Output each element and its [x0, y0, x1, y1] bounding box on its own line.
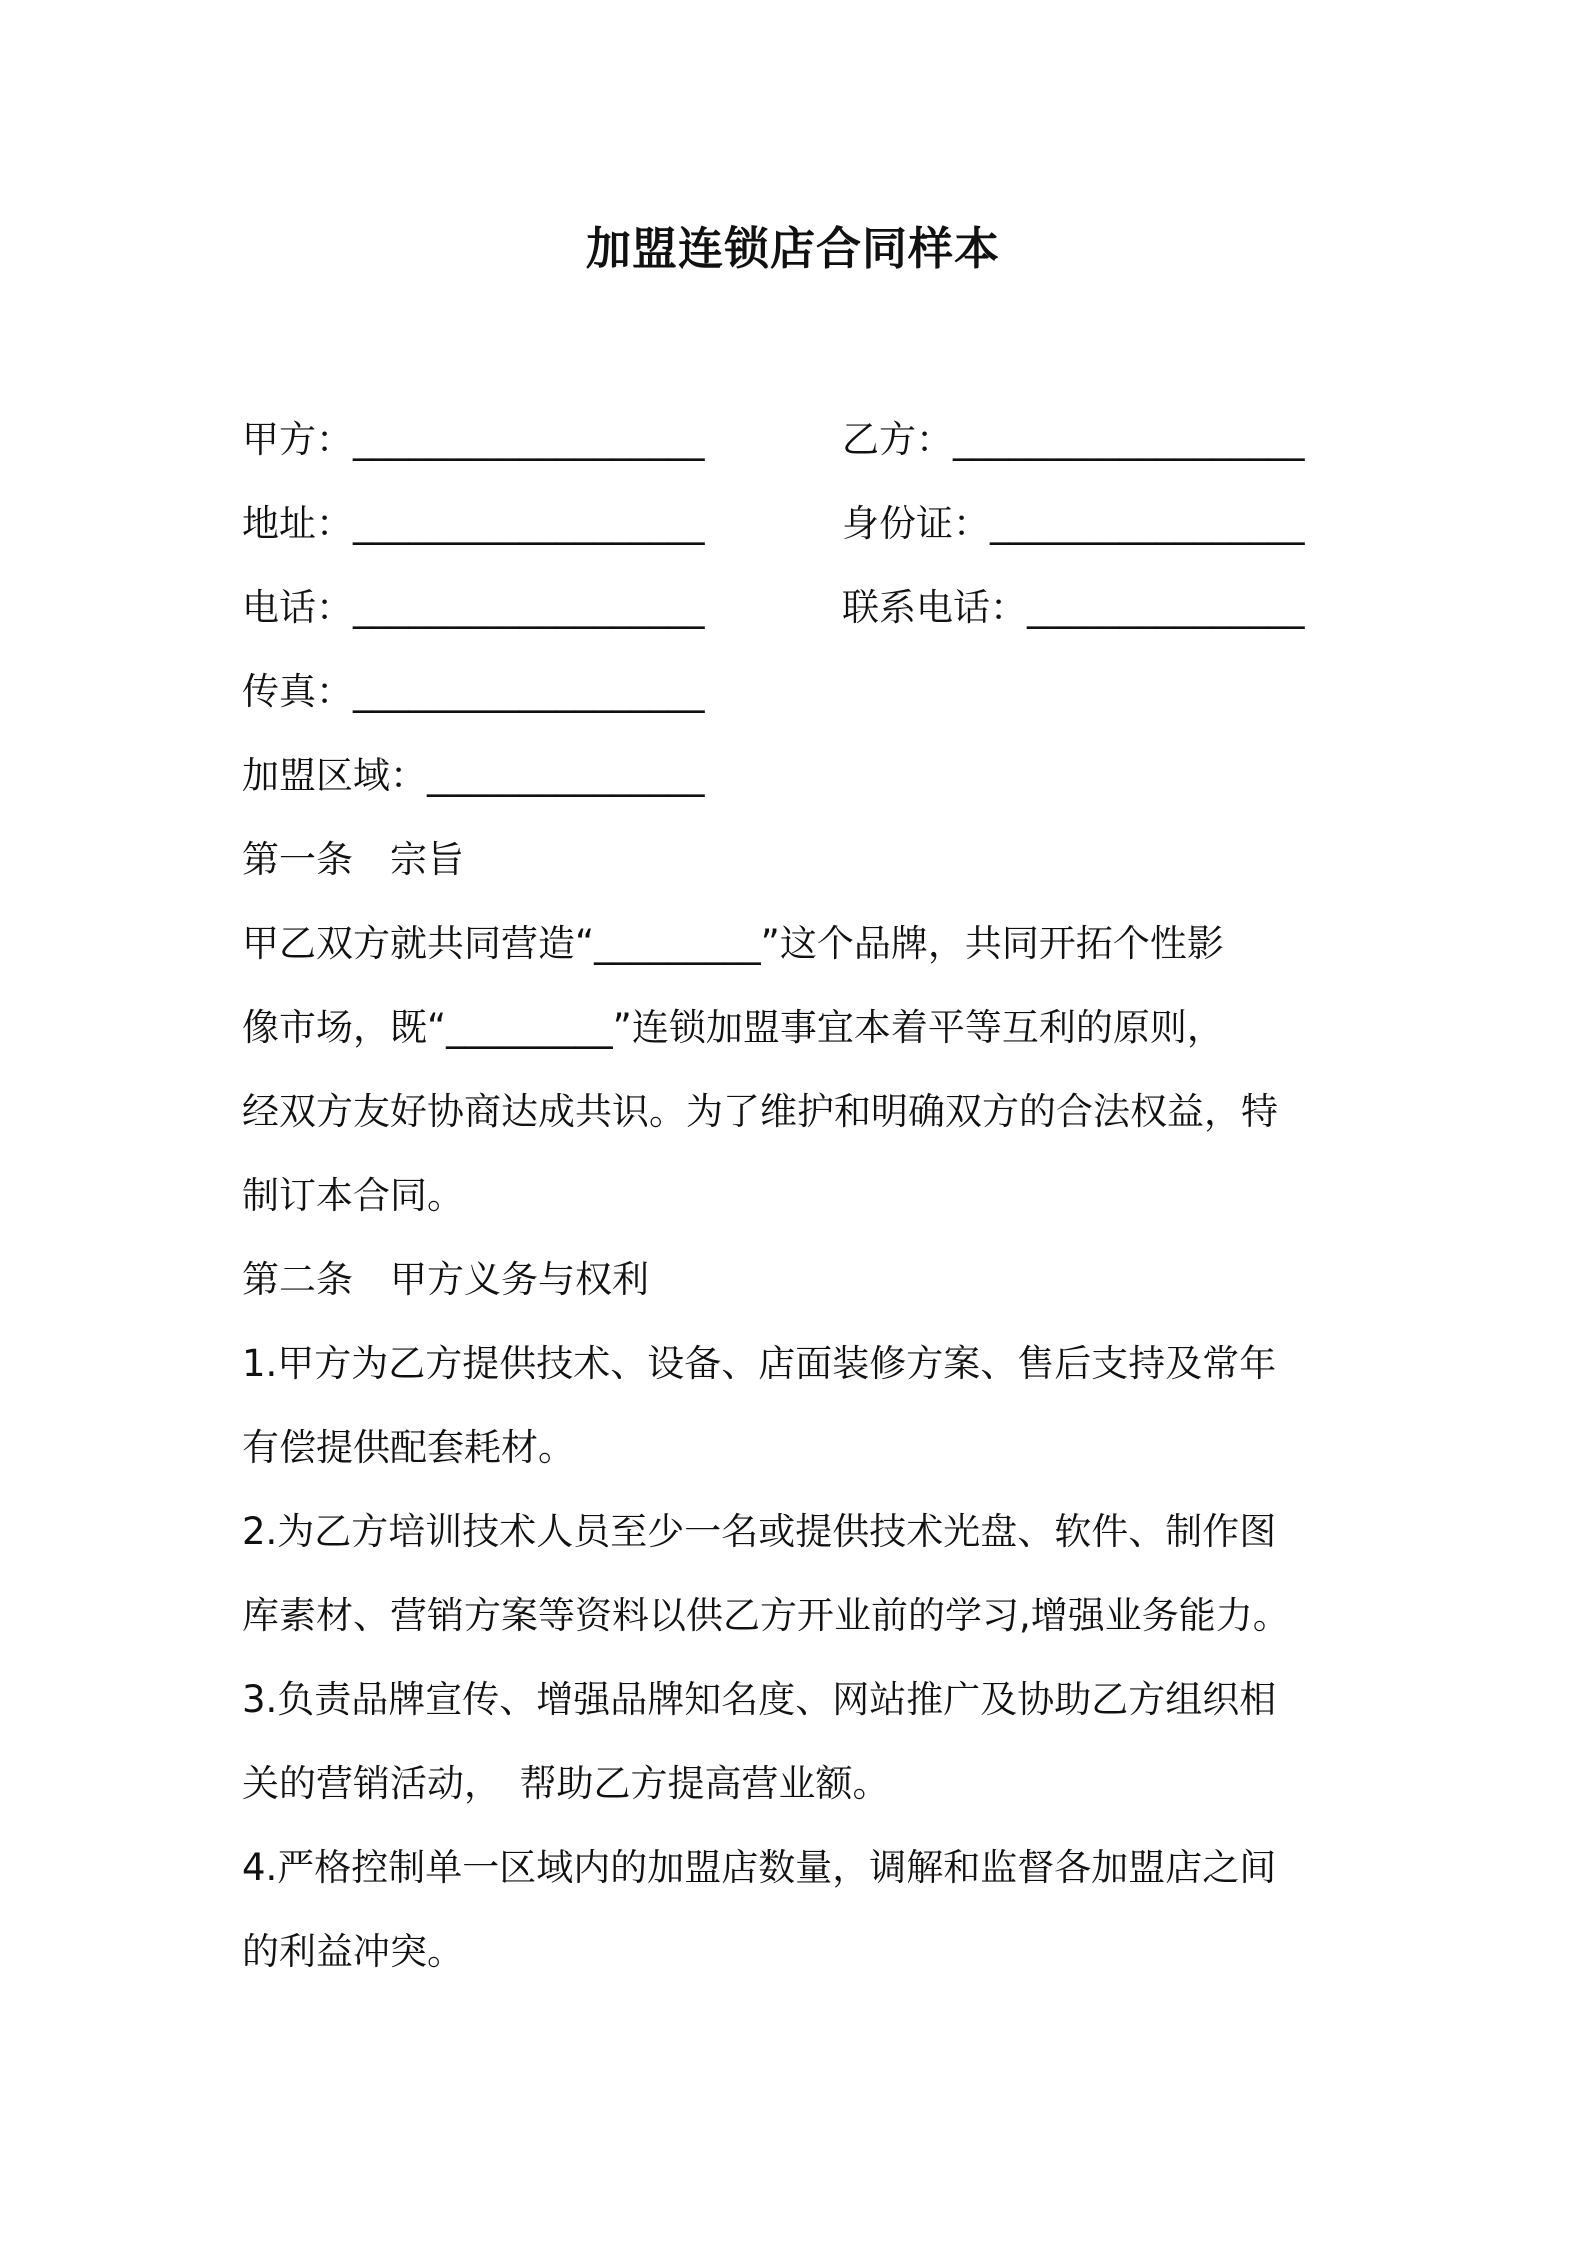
- article2-line: 库素材、营销方案等资料以供乙方开业前的学习,增强业务能力。: [242, 1594, 1290, 1637]
- article1-line: 经双方友好协商达成共识。为了维护和明确双方的合法权益，特: [242, 1090, 1278, 1133]
- field-id-card: 身份证：_________________: [842, 502, 1305, 545]
- field-contact-phone: 联系电话：_______________: [842, 586, 1305, 629]
- field-phone: 电话：___________________: [242, 586, 705, 629]
- article2-body: [242, 1338, 1352, 2010]
- article1-heading: 第一条 宗旨: [242, 838, 464, 881]
- article2-line: 的利益冲突。: [242, 1930, 464, 1973]
- field-region: 加盟区域：_______________: [242, 754, 705, 797]
- article1-body: [242, 918, 1352, 1254]
- document-title: 加盟连锁店合同样本: [585, 222, 1000, 275]
- field-party-a: 甲方：___________________: [242, 418, 705, 461]
- article2-line: 2.为乙方培训技术人员至少一名或提供技术光盘、软件、制作图: [242, 1510, 1277, 1553]
- article2-heading: 第二条 甲方义务与权利: [242, 1258, 649, 1301]
- article2-line: 4.严格控制单一区域内的加盟店数量，调解和监督各加盟店之间: [242, 1846, 1277, 1889]
- article2-line: 有偿提供配套耗材。: [242, 1426, 575, 1469]
- article2-line: 3.负责品牌宣传、增强品牌知名度、网站推广及协助乙方组织相: [242, 1678, 1277, 1721]
- article2-line: 关的营销活动， 帮助乙方提高营业额。: [242, 1762, 890, 1805]
- article1-line: 像市场，既“_________”连锁加盟事宜本着平等互利的原则，: [242, 1006, 1224, 1049]
- field-fax: 传真：___________________: [242, 670, 705, 713]
- article1-line: 制订本合同。: [242, 1174, 464, 1217]
- field-address: 地址：___________________: [242, 502, 705, 545]
- article1-line: 甲乙双方就共同营造“_________”这个品牌，共同开拓个性影: [242, 922, 1224, 965]
- field-party-b: 乙方：___________________: [842, 418, 1305, 461]
- article2-line: 1.甲方为乙方提供技术、设备、店面装修方案、售后支持及常年: [242, 1342, 1277, 1385]
